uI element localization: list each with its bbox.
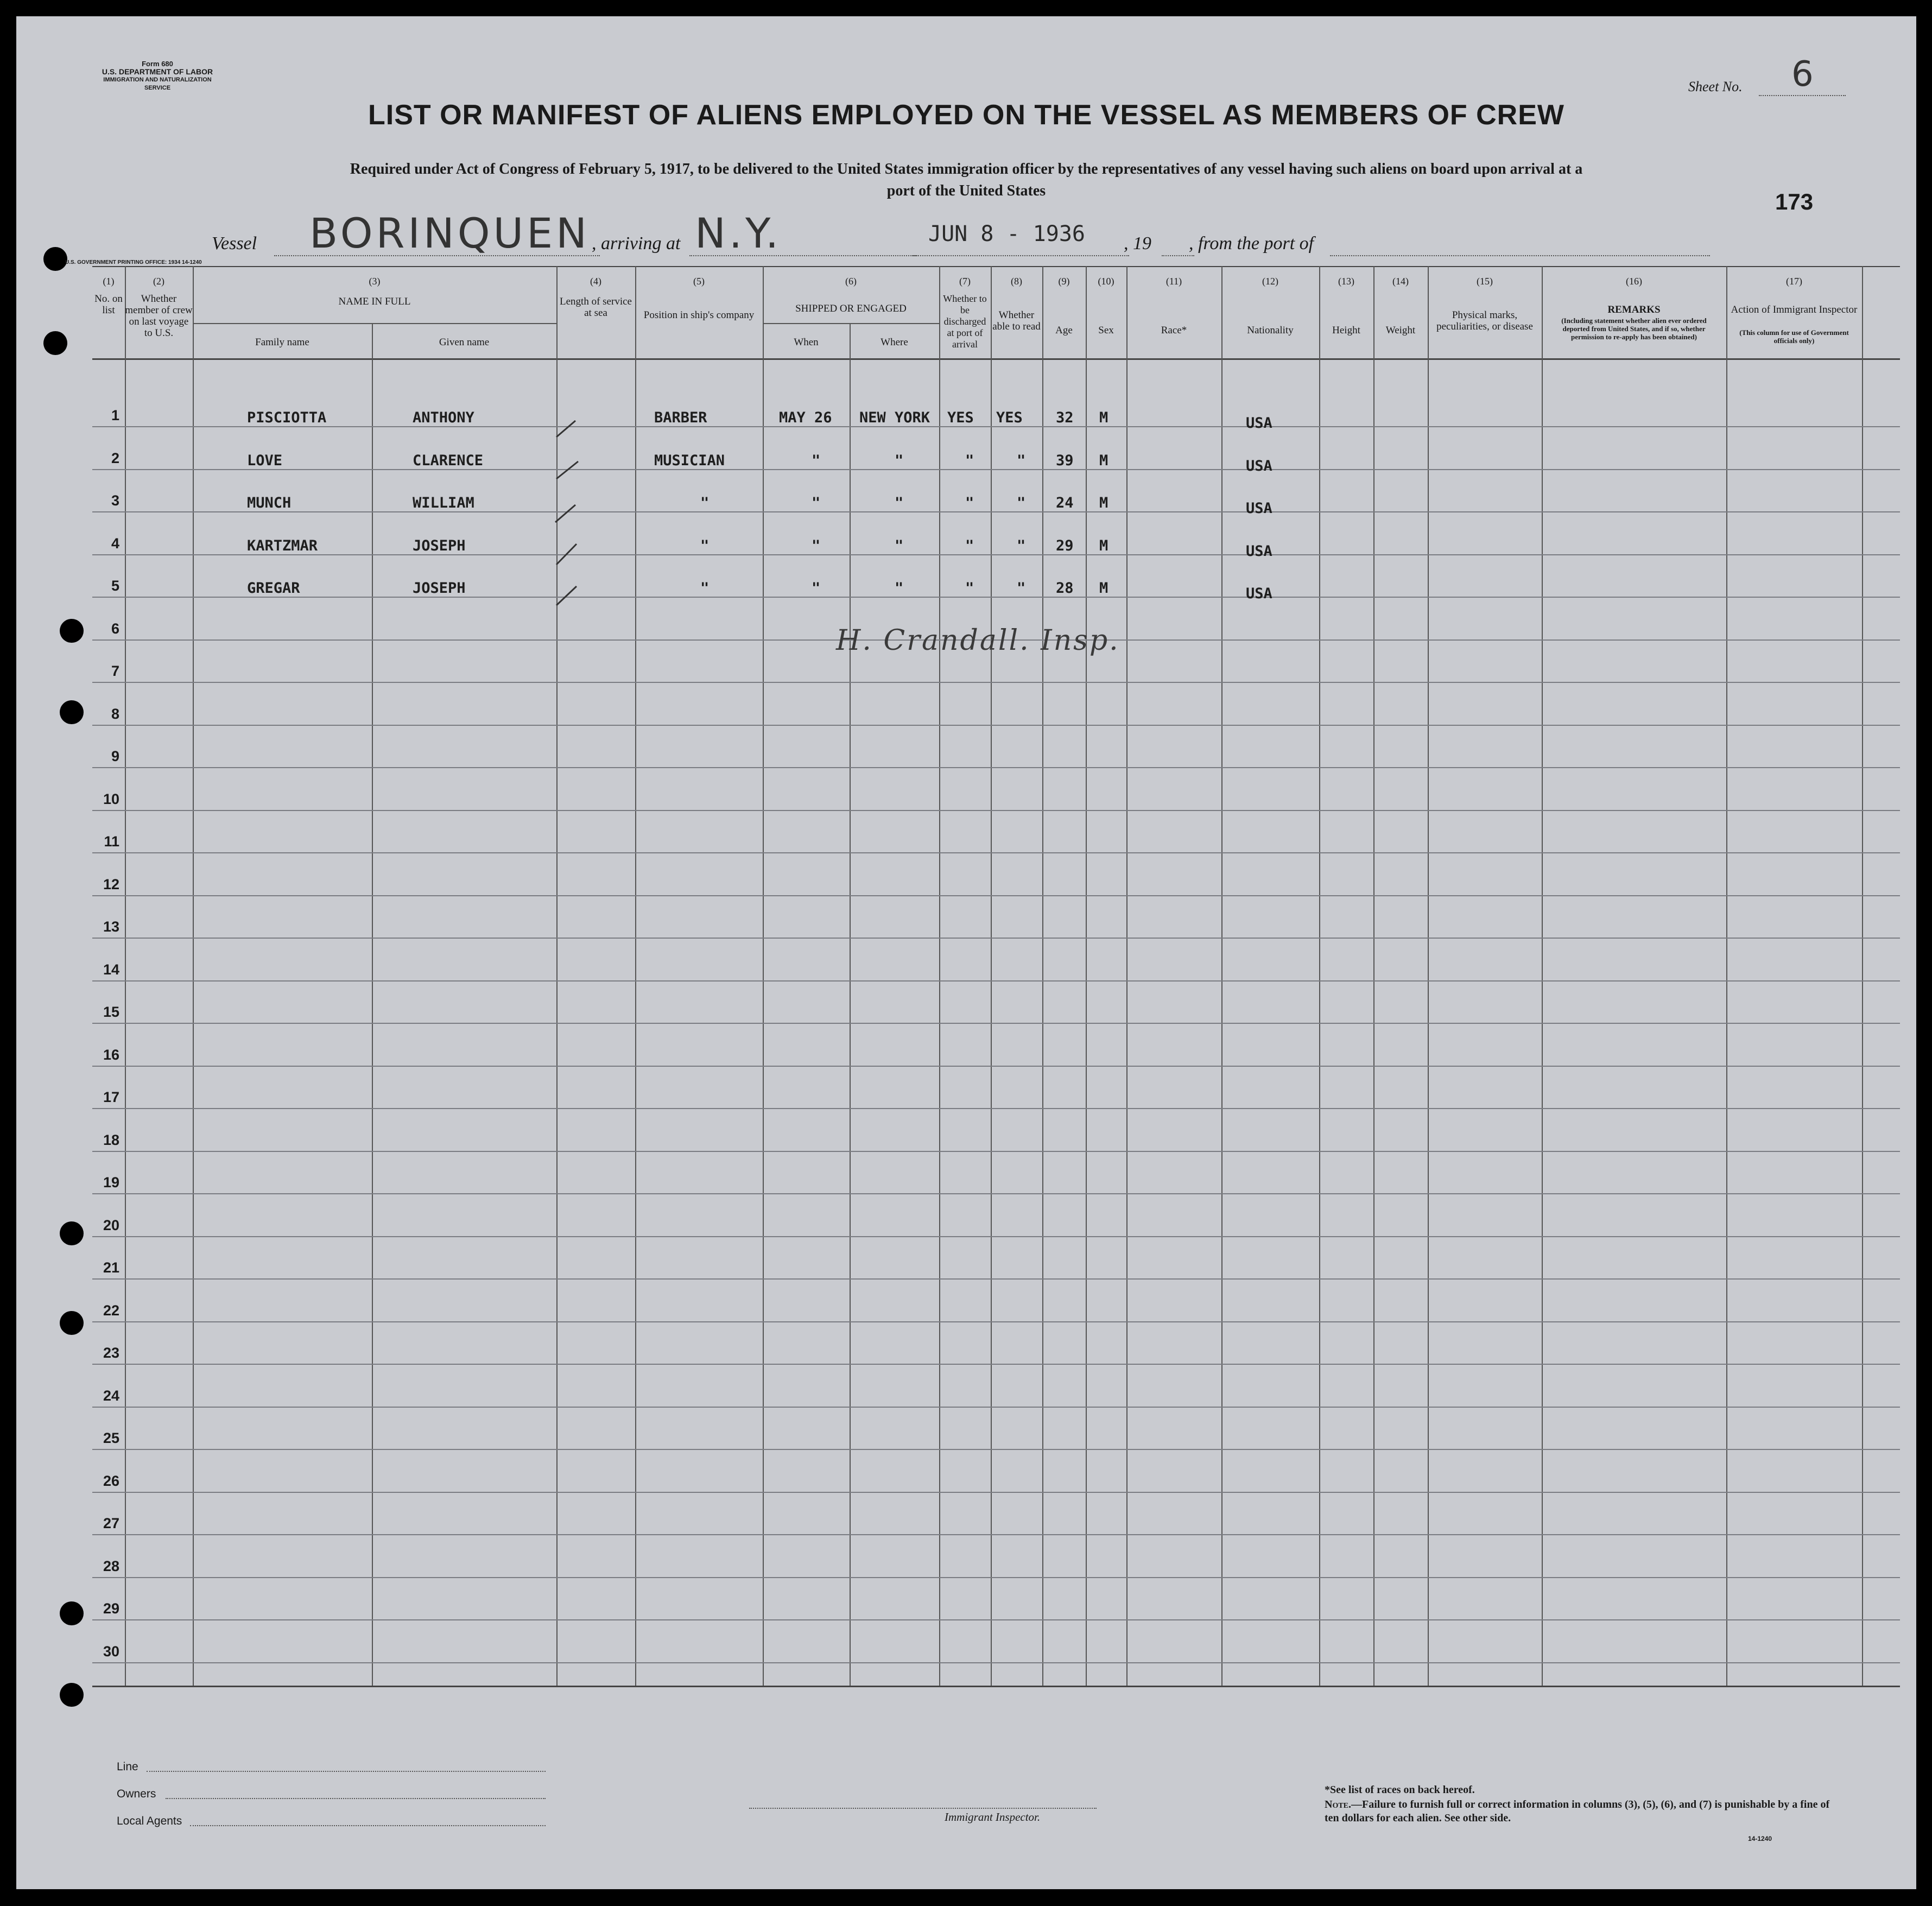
row-number: 24 <box>103 1388 119 1404</box>
col-header-length-service: Length of service at sea <box>560 296 632 319</box>
col-num: (15) <box>1477 276 1493 287</box>
nationality-cell: USA <box>1246 415 1272 432</box>
col-header-given-name: Given name <box>439 337 490 348</box>
col-header-family-name: Family name <box>255 337 309 348</box>
col-header-weight: Weight <box>1385 325 1416 336</box>
grid-row-line <box>92 1364 1900 1365</box>
sex-cell: M <box>1099 580 1108 597</box>
row-number: 14 <box>103 961 119 978</box>
row-number: 9 <box>111 748 119 764</box>
family-name-cell: LOVE <box>247 452 283 469</box>
grid-column-line <box>1221 266 1222 1686</box>
col-header-inspector-action: Action of Immigrant Inspector <box>1731 304 1858 315</box>
footer-line-label: Line <box>117 1761 138 1773</box>
grid-column-line <box>763 266 764 1686</box>
row-number: 3 <box>111 492 119 509</box>
discharged-cell: " <box>965 452 974 469</box>
row-number: 22 <box>103 1302 119 1319</box>
grid-row-line <box>92 938 1900 939</box>
grid-row-line <box>92 1662 1900 1663</box>
col-header-no: No. on list <box>94 293 123 316</box>
able-to-read-cell: " <box>1017 452 1026 469</box>
col-num: (8) <box>1011 276 1022 287</box>
position-cell: " <box>700 537 710 554</box>
sex-cell: M <box>1099 537 1108 554</box>
col-header-physical-marks: Physical marks, peculiarities, or disease <box>1436 309 1533 332</box>
col-num: (5) <box>693 276 705 287</box>
grid-row-line <box>92 895 1900 896</box>
nationality-cell: USA <box>1246 543 1272 560</box>
sex-cell: M <box>1099 495 1108 511</box>
sex-cell: M <box>1099 452 1108 469</box>
date-stamp: JUN 8 - 1936 <box>928 221 1085 246</box>
row-number: 7 <box>111 663 119 679</box>
grid-sub-column-line <box>850 323 851 1686</box>
nationality-cell: USA <box>1246 458 1272 474</box>
from-port-label: , from the port of <box>1189 233 1314 254</box>
col-num: (12) <box>1262 276 1278 287</box>
row-number: 6 <box>111 620 119 637</box>
grid-row-line <box>92 1534 1900 1535</box>
col-header-sex: Sex <box>1098 325 1114 336</box>
grid-row-line <box>92 980 1900 982</box>
check-marks <box>554 407 597 613</box>
vessel-label: Vessel <box>212 233 257 254</box>
row-number: 21 <box>103 1259 119 1276</box>
position-cell: " <box>700 580 710 597</box>
grid-row-line <box>92 1236 1900 1237</box>
given-name-cell: JOSEPH <box>413 580 466 597</box>
shipped-when-cell: " <box>812 495 821 511</box>
row-number: 17 <box>103 1089 119 1105</box>
grid-column-line <box>193 266 194 1686</box>
col-header-shipped: SHIPPED OR ENGAGED <box>795 303 907 314</box>
row-number: 1 <box>111 407 119 423</box>
row-number: 28 <box>103 1558 119 1574</box>
col-header-position: Position in ship's company <box>643 309 755 321</box>
col-header-race: Race* <box>1161 325 1187 336</box>
col-num: (7) <box>959 276 971 287</box>
row-number: 27 <box>103 1515 119 1531</box>
discharged-cell: " <box>965 537 974 554</box>
row-number: 10 <box>103 791 119 807</box>
grid-row-line <box>92 511 1900 512</box>
grid-row-line <box>92 852 1900 853</box>
grid-row-line <box>92 1619 1900 1620</box>
shipped-when-cell: " <box>812 580 821 597</box>
given-name-cell: CLARENCE <box>413 452 484 469</box>
col-header-height: Height <box>1332 325 1360 336</box>
family-name-cell: KARTZMAR <box>247 537 318 554</box>
row-number: 20 <box>103 1217 119 1233</box>
row-number: 11 <box>104 833 119 850</box>
row-number: 29 <box>103 1600 119 1617</box>
row-number: 12 <box>103 876 119 892</box>
nationality-cell: USA <box>1246 585 1272 602</box>
shipped-when-cell: " <box>812 537 821 554</box>
shipped-where-cell: " <box>895 452 904 469</box>
service-name: IMMIGRATION AND NATURALIZATION SERVICE <box>103 77 212 91</box>
col-header-able-read: Whether able to read <box>992 309 1041 332</box>
arriving-port: N.Y. <box>695 209 782 257</box>
footer-race-note: *See list of races on back hereof. <box>1325 1784 1475 1796</box>
footer-agents-label: Local Agents <box>117 1815 182 1827</box>
col-header-when: When <box>794 337 819 348</box>
grid-column-line <box>1862 266 1863 1686</box>
grid-column-line <box>991 266 992 1686</box>
given-name-cell: WILLIAM <box>413 495 474 511</box>
row-number: 15 <box>103 1004 119 1020</box>
grid-column-line <box>1726 266 1727 1686</box>
page-title: LIST OR MANIFEST OF ALIENS EMPLOYED ON THE VESSEL AS MEMBERS OF CREW <box>368 99 1564 131</box>
age-cell: 32 <box>1056 409 1074 426</box>
position-cell: BARBER <box>654 409 707 426</box>
discharged-cell: " <box>965 495 974 511</box>
department-name: U.S. DEPARTMENT OF LABOR <box>102 67 213 76</box>
printing-office-imprint: U.S. GOVERNMENT PRINTING OFFICE: 1934 14-1240 <box>65 259 202 265</box>
able-to-read-cell: " <box>1017 537 1026 554</box>
able-to-read-cell: " <box>1017 580 1026 597</box>
row-number: 16 <box>103 1047 119 1063</box>
col-header-crew-last-voyage: Whether member of crew on last voyage to U.S. <box>125 293 193 339</box>
grid-column-line <box>1542 266 1543 1686</box>
note-text: —Failure to furnish full or correct information in columns (3), (5), (6), and (7) is punishable by a fine of ten dollars for each alien. See other side. <box>1325 1799 1830 1824</box>
given-name-cell: JOSEPH <box>413 537 466 554</box>
sheet-number: 6 <box>1791 54 1817 94</box>
page-number: 173 <box>1775 189 1814 214</box>
col-header-nationality: Nationality <box>1247 325 1294 336</box>
grid-column-line <box>1373 266 1374 1686</box>
grid-column-line <box>939 266 940 1686</box>
grid-row-line <box>92 767 1900 768</box>
grid-column-line <box>635 266 636 1686</box>
col-num: (11) <box>1165 276 1182 287</box>
grid-row-line <box>92 810 1900 811</box>
family-name-cell: MUNCH <box>247 495 292 511</box>
shipped-where-cell: NEW YORK <box>859 409 930 426</box>
row-number: 2 <box>111 450 119 466</box>
grid-row-line <box>92 1492 1900 1493</box>
grid-row-line <box>92 1449 1900 1450</box>
age-cell: 24 <box>1056 495 1074 511</box>
grid-row-line <box>92 1108 1900 1109</box>
age-cell: 39 <box>1056 452 1074 469</box>
family-name-cell: GREGAR <box>247 580 300 597</box>
row-number: 23 <box>103 1345 119 1361</box>
subtitle-line-2: port of the United States <box>886 182 1046 199</box>
punch-hole <box>43 247 67 271</box>
footer-inspector-label: Immigrant Inspector. <box>945 1810 1041 1823</box>
manifest-sheet <box>16 16 1916 1889</box>
col-num: (16) <box>1626 276 1642 287</box>
shipped-where-cell: " <box>895 537 904 554</box>
inspector-signature: H. Crandall. Insp. <box>836 624 1120 657</box>
grid-row-line <box>92 682 1900 683</box>
col-num: (6) <box>845 276 857 287</box>
age-cell: 28 <box>1056 580 1074 597</box>
col-num: (14) <box>1392 276 1409 287</box>
grid-sub-column-line <box>372 323 373 1686</box>
vessel-name: BORINQUEN <box>309 209 591 257</box>
row-number: 8 <box>111 706 119 722</box>
given-name-cell: ANTHONY <box>413 409 474 426</box>
col-header-age: Age <box>1055 325 1073 336</box>
grid-row-line <box>92 426 1900 427</box>
age-cell: 29 <box>1056 537 1074 554</box>
shipped-when-cell: MAY 26 <box>779 409 832 426</box>
grid-row-line <box>92 1151 1900 1152</box>
form-id-block <box>92 60 223 92</box>
row-number: 13 <box>103 919 119 935</box>
nationality-cell: USA <box>1246 500 1272 517</box>
col-header-inspector-note: (This column for use of Government officials only) <box>1739 328 1849 345</box>
row-number: 26 <box>103 1473 119 1489</box>
arriving-label: , arriving at <box>592 233 681 254</box>
col-num: (2) <box>153 276 164 287</box>
position-cell: MUSICIAN <box>654 452 725 469</box>
page-subtitle <box>98 159 1835 202</box>
row-number: 18 <box>103 1132 119 1148</box>
col-header-remarks-note: (Including statement whether alien ever ordered deported from United States, and if so, whether permission to re-apply has been obtained) <box>1561 316 1707 341</box>
footer-owners-label: Owners <box>117 1788 156 1800</box>
able-to-read-cell: YES <box>996 409 1023 426</box>
row-number: 5 <box>111 578 119 594</box>
col-num: (13) <box>1338 276 1354 287</box>
punch-hole <box>60 1683 84 1707</box>
sex-cell: M <box>1099 409 1108 426</box>
shipped-where-cell: " <box>895 495 904 511</box>
col-header-discharged: Whether to be discharged at port of arrival <box>943 293 987 350</box>
subtitle-line-1: Required under Act of Congress of February 5, 1917, to be delivered to the United States immigration officer by the representatives of any vessel having such aliens on board upon arrival at a <box>350 161 1583 178</box>
shipped-when-cell: " <box>812 452 821 469</box>
row-number: 30 <box>103 1643 119 1660</box>
position-cell: " <box>700 495 710 511</box>
grid-column-line <box>125 266 126 1686</box>
grid-column-line <box>1428 266 1429 1686</box>
row-number: 25 <box>103 1430 119 1446</box>
grid-row-line <box>92 1193 1900 1194</box>
grid-row-line <box>92 1407 1900 1408</box>
grid-column-line <box>1042 266 1043 1686</box>
footer-form-code: 14-1240 <box>1748 1835 1772 1842</box>
col-num: (17) <box>1786 276 1802 287</box>
grid-column-line <box>1086 266 1087 1686</box>
grid-row-line <box>92 1278 1900 1280</box>
row-number: 4 <box>111 535 119 552</box>
grid-row-line <box>92 1023 1900 1024</box>
grid-row-line <box>92 554 1900 555</box>
family-name-cell: PISCIOTTA <box>247 409 327 426</box>
col-num: (3) <box>369 276 381 287</box>
col-num: (1) <box>103 276 115 287</box>
grid-row-line <box>92 597 1900 598</box>
year-label: , 19 <box>1124 233 1151 254</box>
sheet-label: Sheet No. <box>1688 79 1743 94</box>
grid-row-line <box>92 469 1900 470</box>
grid-row-line <box>92 725 1900 726</box>
grid-row-line <box>92 1321 1900 1322</box>
col-num: (4) <box>590 276 601 287</box>
discharged-cell: " <box>965 580 974 597</box>
footer-penalty-note <box>1325 1798 1846 1825</box>
able-to-read-cell: " <box>1017 495 1026 511</box>
grid-row-line <box>92 1066 1900 1067</box>
discharged-cell: YES <box>947 409 974 426</box>
row-number: 19 <box>103 1174 119 1191</box>
col-header-name: NAME IN FULL <box>338 296 411 307</box>
shipped-where-cell: " <box>895 580 904 597</box>
grid-column-line <box>1319 266 1320 1686</box>
col-num: (10) <box>1098 276 1114 287</box>
grid-row-line <box>92 1577 1900 1578</box>
col-header-remarks: REMARKS <box>1607 304 1661 315</box>
col-num: (9) <box>1058 276 1070 287</box>
note-prefix: Note. <box>1325 1799 1352 1810</box>
punch-hole <box>43 331 67 355</box>
grid-column-line <box>1126 266 1127 1686</box>
form-number: Form 680 <box>142 60 173 68</box>
col-header-where: Where <box>881 337 908 348</box>
